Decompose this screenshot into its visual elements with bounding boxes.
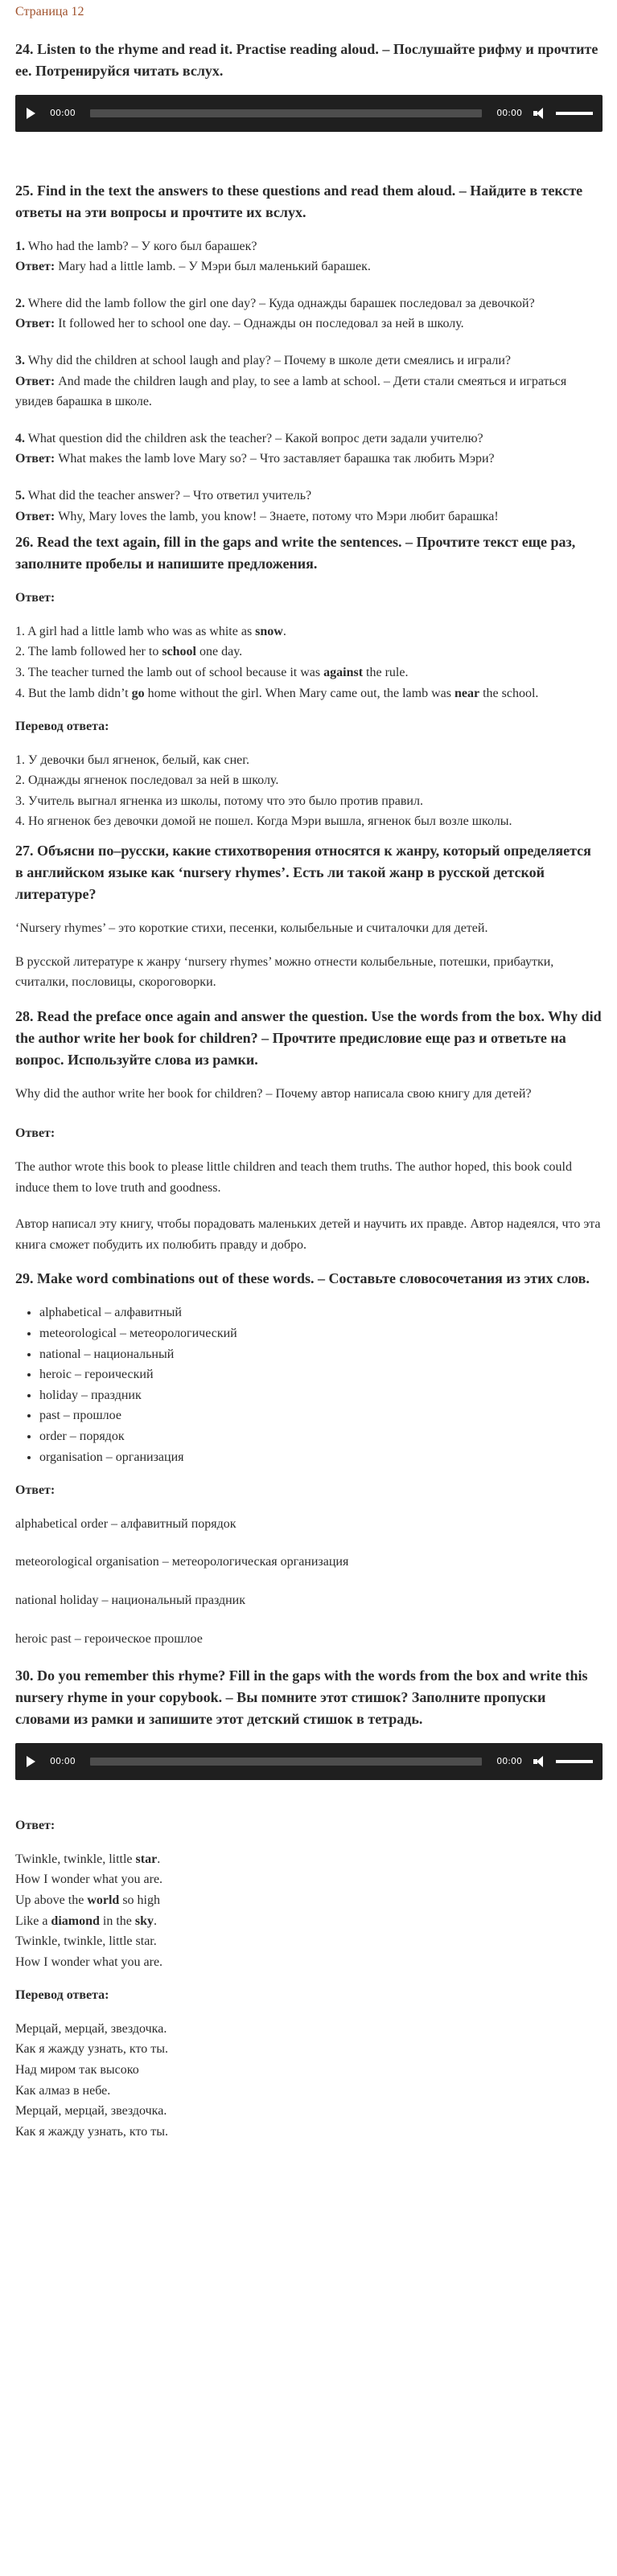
combo: alphabetical order – алфавитный порядок: [15, 1516, 237, 1531]
audio-duration: 00:00: [496, 1756, 522, 1767]
combo: heroic past – героическое прошлое: [15, 1631, 203, 1646]
rhyme-line: Twinkle, twinkle, little star.: [15, 1852, 161, 1866]
exercise-26-title: 26. Read the text again, fill in the gaps and write the sentences. – Прочтите текст еще раз, заполните пробелы и напишите предложения.: [15, 534, 576, 572]
translation-label: Перевод ответа:: [15, 720, 109, 734]
volume-icon[interactable]: [533, 108, 546, 119]
exercise-28-title: 28. Read the preface once again and answer the question. Use the words from the box. Why did the author write her book for children? – Прочтите предисловие еще раз и ответьте на вопрос. Используйте слова из рамки.: [15, 1007, 602, 1068]
list-item: • order – порядок: [39, 1426, 603, 1447]
qa-item: 4. What question did the children ask the teacher? – Какой вопрос дети задали учителю? Ответ: What makes the lamb love Mary so? – Что заставляет барашка так любить Мэри?: [15, 431, 495, 466]
answer-label: Ответ:: [15, 1819, 56, 1833]
rhyme-line: Twinkle, twinkle, little star.: [15, 1934, 157, 1949]
page: [0, 2, 617, 2142]
qa-item: 5. What did the teacher answer? – Что ответил учитель? Ответ: Why, Mary loves the lamb, you know! – Знаете, потому что Мэри любит барашка!: [15, 488, 499, 523]
question: Why did the author write her book for children? – Почему автор написала свою книгу для детей?: [15, 1086, 532, 1101]
volume-slider[interactable]: [556, 1760, 593, 1763]
exercise-30-title: 30. Do you remember this rhyme? Fill in the gaps with the words from the box and write this nursery rhyme in your copybook. – Вы помните этот стишок? Заполните пропуски словами из рамки и запишите этот детский стишок в тетрадь.: [15, 1667, 588, 1728]
word-list: [15, 1302, 603, 1467]
answer-line: 3. The teacher turned the lamb out of school because it was against the rule.: [15, 665, 409, 679]
list-item: • meteorological – метеорологический: [39, 1323, 603, 1344]
rhyme-lines: [15, 1849, 603, 1973]
exercise-25-title: 25. Find in the text the answers to these questions and read them aloud. – Найдите в тексте ответы на эти вопросы и прочтите их вслух.: [15, 182, 583, 220]
rhyme-line: Like a diamond in the sky.: [15, 1914, 158, 1928]
qa-item: 2. Where did the lamb follow the girl one day? – Куда однажды барашек последовал за девочкой? Ответ: It followed her to school one day. – Однажды он последовал за ней в школу.: [15, 296, 535, 331]
answer-label: Ответ:: [15, 591, 56, 605]
list-item: • holiday – праздник: [39, 1385, 603, 1406]
audio-current-time: 00:00: [50, 107, 76, 118]
audio-progress-bar[interactable]: [90, 1758, 483, 1766]
answer-line: 4. But the lamb didn’t go home without the girl. When Mary came out, the lamb was near the school.: [15, 686, 539, 700]
combo: national holiday – национальный праздник: [15, 1593, 246, 1607]
exercise-24-title: 24. Listen to the rhyme and read it. Practise reading aloud. – Послушайте рифму и прочтите ее. Потренируйся читать вслух.: [15, 40, 598, 79]
play-icon[interactable]: [27, 108, 35, 119]
answer-en: The author wrote this book to please little children and teach them truths. The author hoped, this book could induce them to love truth and goodness.: [15, 1160, 572, 1195]
answer-line: 1. A girl had a little lamb who was as white as snow.: [15, 624, 286, 638]
answer-label: Ответ:: [15, 1483, 56, 1498]
translation-lines: Мерцай, мерцай, звездочка. Как я жажду узнать, кто ты. Над миром так высоко Как алмаз в небе. Мерцай, мерцай, звездочка. Как я жажду узнать, кто ты.: [15, 2021, 168, 2139]
list-item: • past – прошлое: [39, 1405, 603, 1426]
combo: meteorological organisation – метеорологическая организация: [15, 1555, 349, 1569]
audio-duration: 00:00: [496, 107, 522, 118]
answer-label: Ответ:: [15, 1126, 56, 1141]
translation-label: Перевод ответа:: [15, 1988, 109, 2003]
rhyme-line: Up above the world so high: [15, 1893, 160, 1907]
volume-slider[interactable]: [556, 112, 593, 115]
paragraph: В русской литературе к жанру ‘nursery rhymes’ можно отнести колыбельные, потешки, прибаутки, считалки, пословицы, скороговорки.: [15, 954, 554, 990]
audio-current-time: 00:00: [50, 1756, 76, 1767]
exercise-27-title: 27. Объясни по–русски, какие стихотворения относятся к жанру, который определяется в английском языке как ‘nursery rhymes’. Есть ли такой жанр в русской детской литературе?: [15, 843, 591, 903]
translation-lines: 1. У девочки был ягненок, белый, как снег. 2. Однажды ягненок последовал за ней в школу. 3. Учитель выгнал ягненка из школы, потому что это было против правил. 4. Но ягненок без девочки домой не пошел. Когда Мэри вышла, ягненок был возле школы.: [15, 753, 512, 829]
rhyme-line: How I wonder what you are.: [15, 1955, 163, 1969]
list-item: • heroic – героический: [39, 1364, 603, 1385]
answer-ru: Автор написал эту книгу, чтобы порадовать маленьких детей и научить их правде. Автор надеялся, что эта книга сможет побудить их полюбить правду и добро.: [15, 1217, 601, 1252]
page-label: Страница 12: [15, 5, 84, 18]
exercise-29-title: 29. Make word combinations out of these words. – Составьте словосочетания из этих слов.: [15, 1270, 590, 1287]
audio-player: [15, 1743, 603, 1780]
answer-lines: [15, 621, 603, 703]
rhyme-line: How I wonder what you are.: [15, 1873, 163, 1887]
volume-icon[interactable]: [533, 1756, 546, 1767]
list-item: • organisation – организация: [39, 1447, 603, 1468]
play-icon[interactable]: [27, 1756, 35, 1767]
qa-item: 3. Why did the children at school laugh and play? – Почему в школе дети смеялись и играли? Ответ: And made the children laugh and play, to see a lamb at school. – Дети стали смеяться и играться увидев барашка в школе.: [15, 353, 567, 409]
list-item: • alphabetical – алфавитный: [39, 1302, 603, 1323]
list-item: • national – национальный: [39, 1344, 603, 1365]
audio-player: [15, 95, 603, 132]
audio-progress-bar[interactable]: [90, 109, 483, 117]
paragraph: ‘Nursery rhymes’ – это короткие стихи, песенки, колыбельные и считалочки для детей.: [15, 921, 488, 936]
qa-item: 1. Who had the lamb? – У кого был барашек? Ответ: Mary had a little lamb. – У Мэри был маленький барашек.: [15, 239, 371, 274]
answer-line: 2. The lamb followed her to school one day.: [15, 645, 243, 659]
